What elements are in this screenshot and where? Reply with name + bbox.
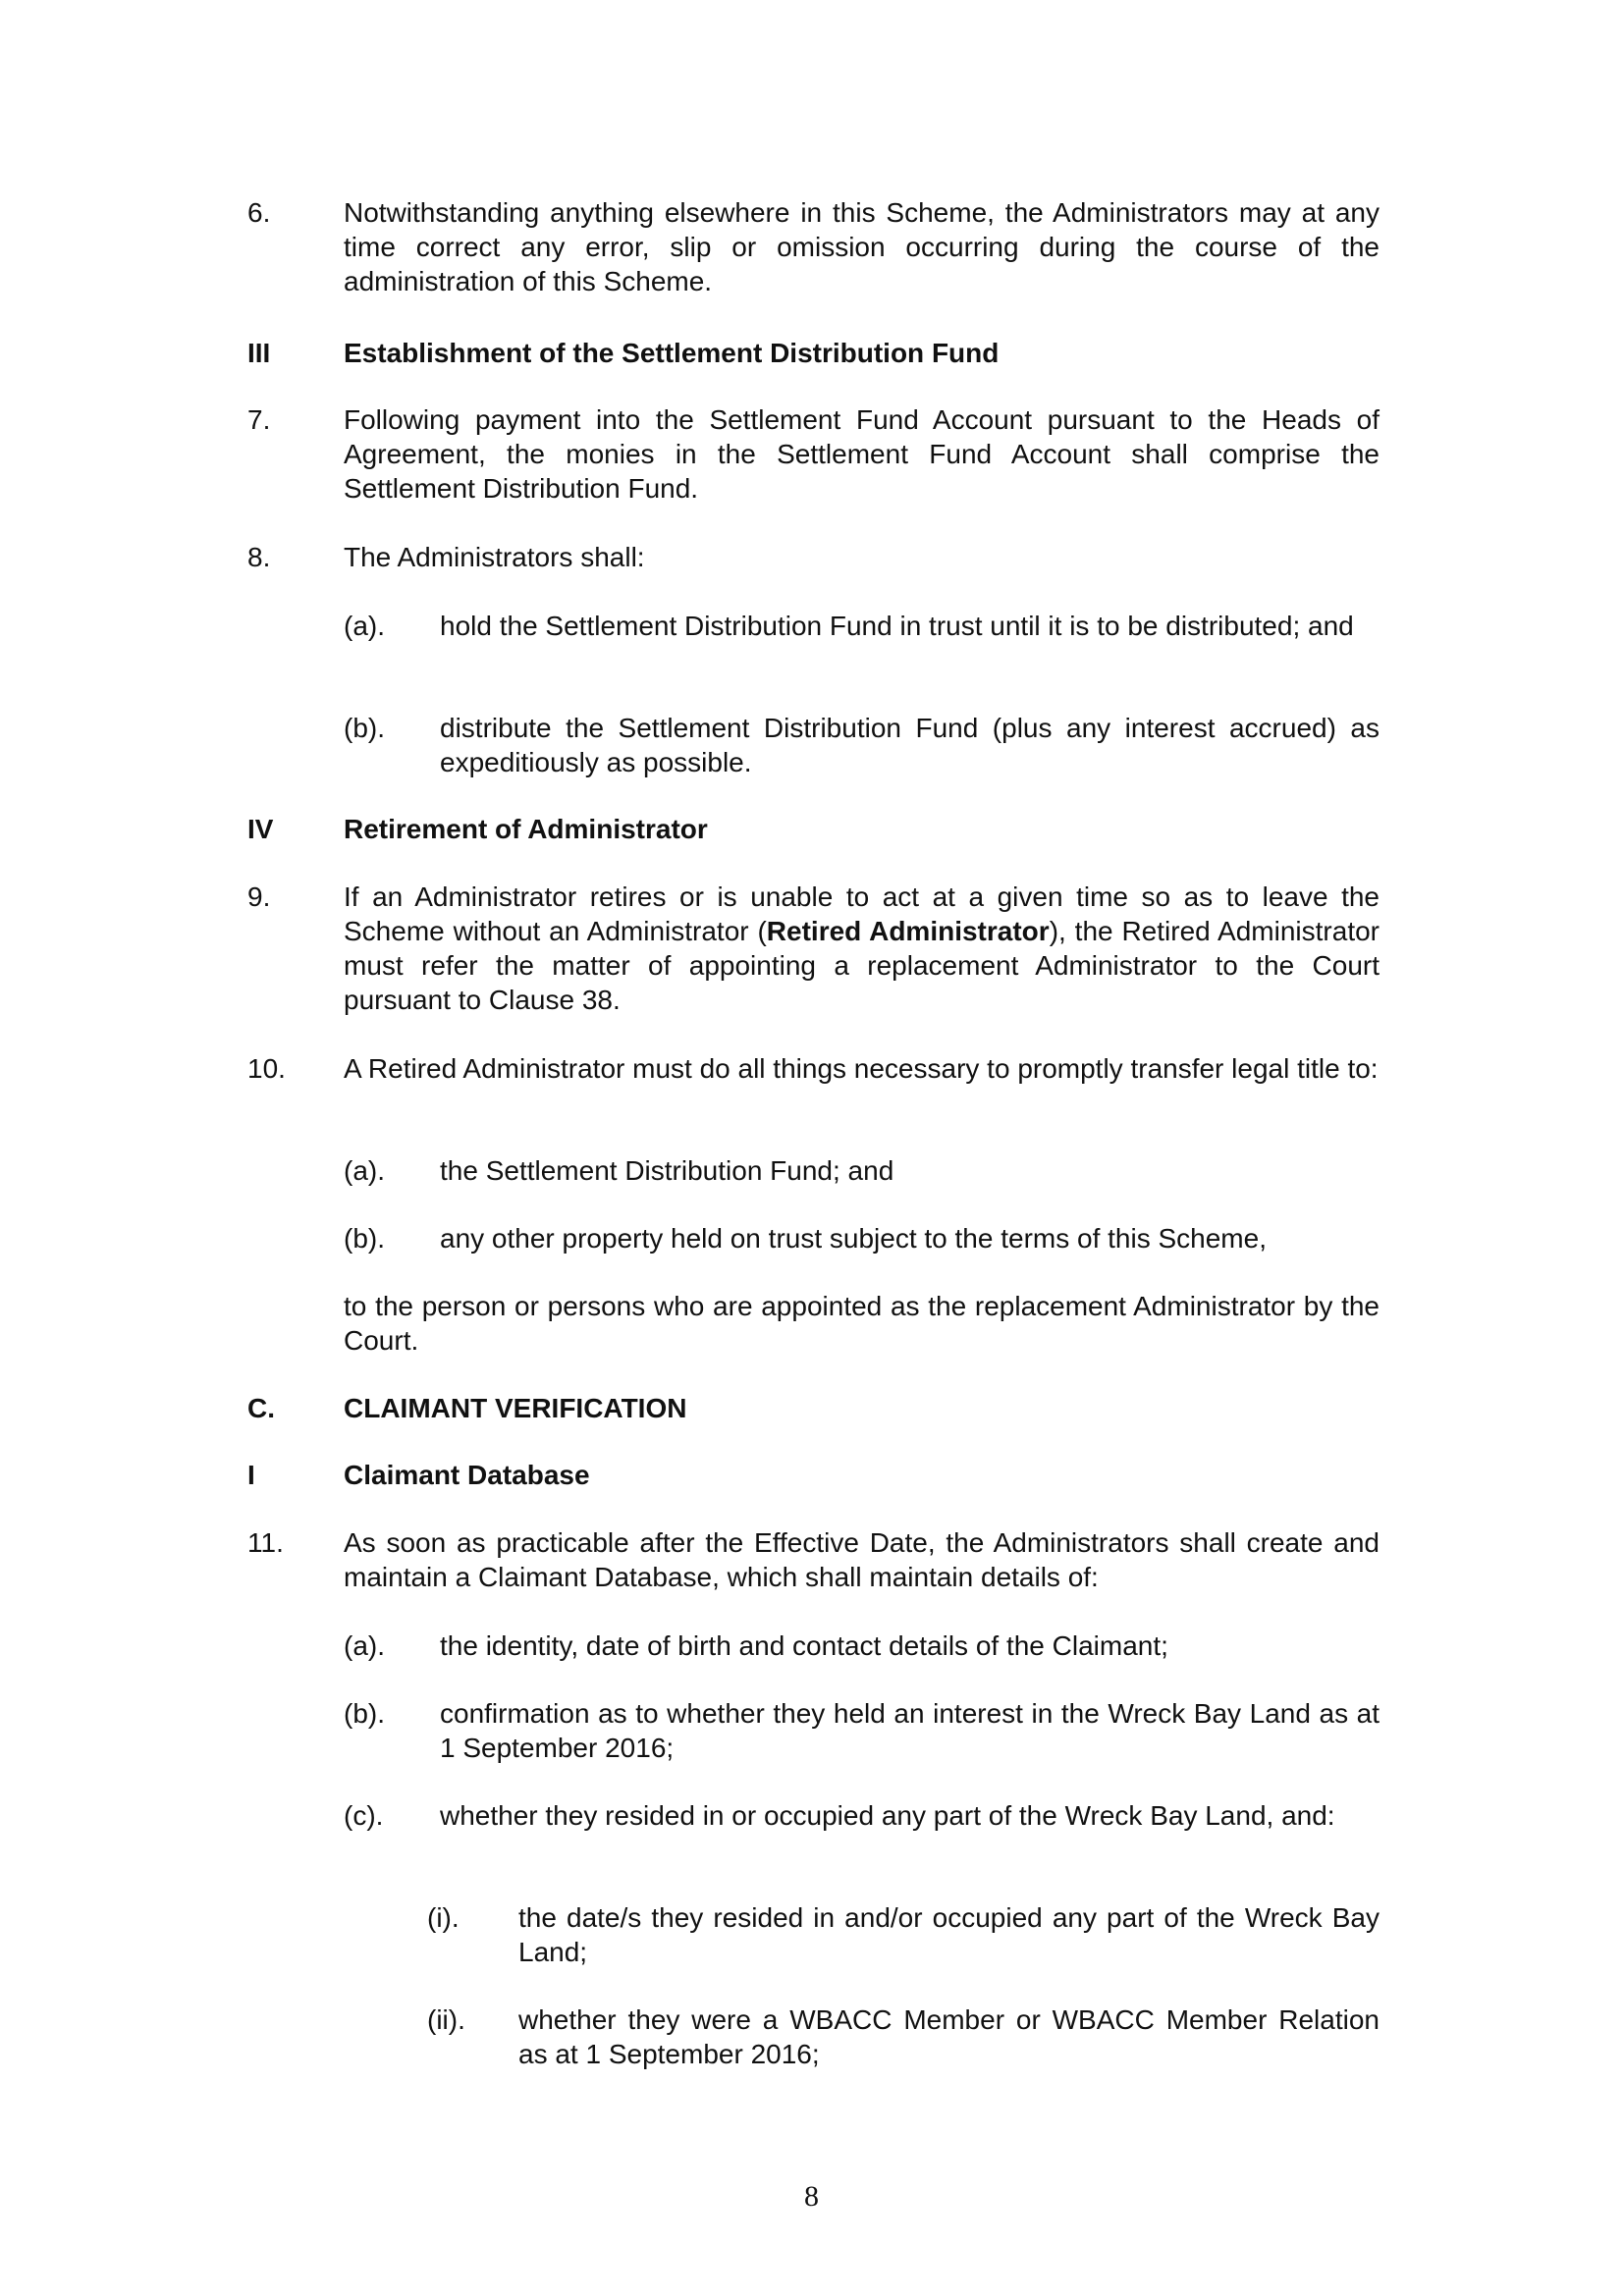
clause-text: Following payment into the Settlement Fund Account pursuant to the Heads of Agreement, the monies in the Settlement Fund Account shall comprise the Settlement Distribution Fund. xyxy=(344,404,1380,504)
heading-text: Claimant Database xyxy=(344,1460,590,1490)
clause-number: 10. xyxy=(247,1053,286,1084)
subclause-text: whether they resided in or occupied any part of the Wreck Bay Land, and: xyxy=(440,1800,1335,1831)
subclause-text: distribute the Settlement Distribution Fund (plus any interest accrued) as expeditiously as possible. xyxy=(440,713,1380,777)
subclause-text: the identity, date of birth and contact details of the Claimant; xyxy=(440,1630,1168,1661)
clause-number: 7. xyxy=(247,404,271,435)
clause-number: 9. xyxy=(247,881,271,912)
subclause-text: confirmation as to whether they held an interest in the Wreck Bay Land as at 1 September 2016; xyxy=(440,1698,1380,1763)
clause-text: If an Administrator retires or is unable to act at a given time so as to leave the Scheme without an Administrator (Retired Administrator), the Retired Administrator must refer the matter of appointing a replacement Administrator to the Court pursuant to Clause 38. xyxy=(344,881,1380,1015)
heading-text: Establishment of the Settlement Distribution Fund xyxy=(344,338,1000,368)
clause-number: 8. xyxy=(247,542,271,572)
subclause-number: (a). xyxy=(344,1630,385,1661)
subclause-number: (b). xyxy=(344,1698,385,1729)
clause-text: A Retired Administrator must do all things necessary to promptly transfer legal title to: xyxy=(344,1053,1379,1084)
clause-text: Notwithstanding anything elsewhere in this Scheme, the Administrators may at any time correct any error, slip or omission occurring during the course of the administration of this Scheme. xyxy=(344,197,1380,296)
subsubclause-text: whether they were a WBACC Member or WBACC Member Relation as at 1 September 2016; xyxy=(518,2004,1380,2069)
subclause-number: (c). xyxy=(344,1800,384,1831)
heading-number: IV xyxy=(247,814,274,844)
heading-number: III xyxy=(247,338,271,368)
heading-number: C. xyxy=(247,1393,275,1423)
subclause-text: hold the Settlement Distribution Fund in trust until it is to be distributed; and xyxy=(440,611,1354,641)
clause-number: 6. xyxy=(247,197,271,228)
clause-text: As soon as practicable after the Effective Date, the Administrators shall create and maintain a Claimant Database, which shall maintain details of: xyxy=(344,1527,1380,1592)
subsubclause-text: the date/s they resided in and/or occupied any part of the Wreck Bay Land; xyxy=(518,1902,1380,1967)
clause-text: to the person or persons who are appointed as the replacement Administrator by the Court. xyxy=(344,1291,1380,1356)
page-number: 8 xyxy=(804,2180,819,2213)
subclause-number: (a). xyxy=(344,611,385,641)
subclause-text: any other property held on trust subject to the terms of this Scheme, xyxy=(440,1223,1267,1254)
defined-term: Retired Administrator xyxy=(766,916,1050,946)
heading-number: I xyxy=(247,1460,255,1490)
subclause-number: (b). xyxy=(344,1223,385,1254)
heading-text: Retirement of Administrator xyxy=(344,814,708,844)
clause-text: The Administrators shall: xyxy=(344,542,645,572)
subsubclause-number: (ii). xyxy=(427,2004,465,2035)
subclause-number: (a). xyxy=(344,1155,385,1186)
heading-text: CLAIMANT VERIFICATION xyxy=(344,1393,687,1423)
subclause-number: (b). xyxy=(344,713,385,743)
subsubclause-number: (i). xyxy=(427,1902,460,1933)
subclause-text: the Settlement Distribution Fund; and xyxy=(440,1155,894,1186)
clause-number: 11. xyxy=(247,1527,284,1558)
